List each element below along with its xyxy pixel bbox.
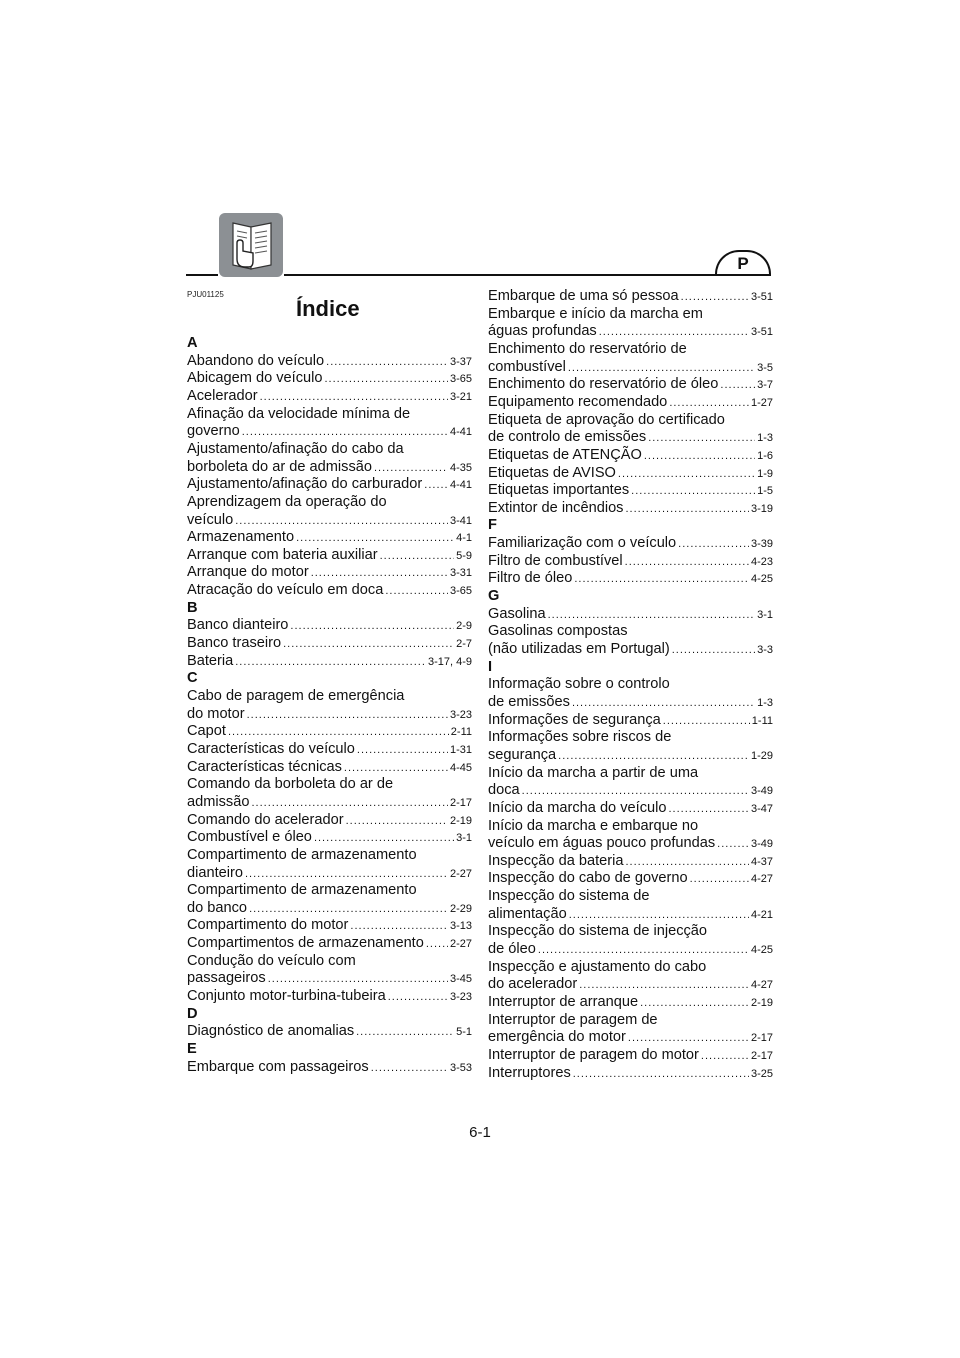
index-entry [488, 552, 773, 570]
index-entry [488, 464, 773, 482]
dot-leader [371, 1059, 448, 1077]
dot-leader [290, 617, 454, 635]
dot-leader [283, 635, 454, 653]
index-entry [187, 758, 472, 776]
index-entry-label: Interruptor de arranque [488, 994, 639, 1010]
index-entry-label: alimentação [488, 905, 567, 922]
index-page-ref: 3-45 [449, 973, 472, 986]
index-page-ref: 3-49 [750, 838, 773, 851]
index-letter-heading: A [187, 335, 198, 351]
index-letter-heading: G [488, 588, 500, 605]
dot-leader [314, 829, 454, 847]
dot-leader [251, 794, 448, 812]
index-entry [187, 828, 472, 846]
index-entry [187, 352, 472, 370]
index-entry-text: Cabo de paragem de emergência [187, 688, 405, 704]
dot-leader [426, 935, 448, 953]
index-entry-label: Inspecção da bateria [488, 852, 624, 869]
index-entry-text: Gasolinas compostas [488, 623, 628, 640]
index-page-ref: 4-25 [750, 573, 773, 586]
dot-leader [625, 553, 749, 571]
index-entry-label: admissão [187, 793, 250, 810]
index-entry-label: Etiquetas de ATENÇÃO [488, 446, 642, 463]
index-page-ref: 4-25 [750, 944, 773, 957]
index-entry-text: Inspecção e ajustamento do cabo [488, 958, 707, 975]
index-entry-label: veículo em águas pouco profundas [488, 835, 716, 852]
index-entry-label: Capot [187, 723, 226, 740]
index-page-ref: 5-1 [456, 1026, 472, 1039]
index-page-ref: 1-3 [757, 696, 773, 709]
dot-leader [628, 1029, 749, 1047]
dot-leader [350, 917, 448, 935]
index-entry-label: Início da marcha do veículo [488, 799, 667, 816]
index-entry-label: borboleta do ar de admissão [187, 458, 372, 475]
index-entry-label: de emissões [488, 693, 570, 710]
index-page-ref: 3-31 [449, 567, 472, 580]
index-entry-label: passageiros [187, 970, 266, 987]
index-entry [488, 322, 773, 340]
index-page-ref: 3-51 [750, 326, 773, 339]
dot-leader [663, 712, 750, 730]
index-entry-label: do motor [187, 705, 245, 722]
language-badge: P [715, 250, 771, 274]
index-entry-label: Conjunto motor-turbina-tubeira [187, 988, 386, 1005]
index-entry [187, 528, 472, 546]
page-number: 6-1 [469, 1124, 491, 1141]
index-entry-label: Banco traseiro [187, 635, 282, 652]
index-entry-label: Compartimento do motor [187, 917, 349, 934]
dot-leader [235, 653, 426, 671]
index-page-ref: 4-21 [750, 908, 773, 921]
index-entry [488, 569, 773, 587]
index-entry-label: Interruptores [488, 1064, 571, 1081]
index-entry-text: Início da marcha e embarque no [488, 817, 699, 834]
index-entry-text: Informação sobre o controlo [488, 676, 670, 693]
index-entry-label: doca [488, 782, 520, 799]
index-letter-heading: E [187, 1041, 197, 1057]
index-entry [187, 899, 472, 917]
index-page-ref: 4-35 [449, 461, 472, 474]
index-entry-label: governo [187, 423, 240, 440]
dot-leader [388, 988, 448, 1006]
index-entry [187, 740, 472, 758]
dot-leader [296, 529, 454, 547]
dot-leader [385, 582, 448, 600]
dot-leader [268, 970, 448, 988]
index-entry [488, 869, 773, 887]
index-entry-label: Equipamento recomendado [488, 393, 668, 410]
index-entry-label: Características técnicas [187, 758, 342, 775]
index-entry [488, 993, 773, 1011]
index-page-ref: 3-1 [456, 832, 472, 845]
index-entry-text: Inspecção do sistema de injecção [488, 923, 708, 940]
index-entry-label: Banco dianteiro [187, 617, 289, 634]
index-entry [187, 387, 472, 405]
dot-leader [640, 994, 749, 1012]
dot-leader [625, 500, 748, 518]
index-page-ref: 3-41 [449, 514, 472, 527]
dot-leader [574, 570, 749, 588]
index-entry-label: Abandono do veículo [187, 352, 325, 369]
dot-leader [228, 723, 449, 741]
index-entry-text: Compartimento de armazenamento [187, 846, 417, 863]
index-entry [187, 1022, 472, 1040]
index-entry-text: Enchimento do reservatório de [488, 340, 687, 357]
index-entry [187, 546, 472, 564]
index-letter-heading: C [187, 670, 198, 687]
index-entry [187, 987, 472, 1005]
dot-leader [311, 564, 448, 582]
index-entry-label: Enchimento do reservatório de óleo [488, 376, 719, 393]
index-entry [488, 481, 773, 499]
index-entry [488, 693, 773, 711]
index-entry [187, 616, 472, 634]
index-entry [187, 722, 472, 740]
index-page-ref: 2-17 [750, 1049, 773, 1062]
index-page-ref: 4-27 [750, 979, 773, 992]
index-entry [488, 852, 773, 870]
index-entry-text: Afinação da velocidade mínima de [187, 405, 411, 422]
index-page-ref: 1-3 [757, 432, 773, 445]
index-page-ref: 1-6 [757, 449, 773, 462]
index-page-ref: 3-5 [757, 361, 773, 374]
dot-leader [260, 388, 448, 406]
index-entry [488, 905, 773, 923]
index-entry-text: Condução do veículo com [187, 952, 356, 969]
dot-leader [374, 459, 448, 477]
index-entry [187, 475, 472, 493]
dot-leader [242, 423, 448, 441]
index-page-ref: 2-27 [449, 867, 472, 880]
index-entry [488, 446, 773, 464]
index-letter-heading: I [488, 658, 493, 675]
dot-leader [346, 812, 448, 830]
index-entry [187, 705, 472, 723]
index-page-ref: 3-37 [449, 355, 472, 368]
index-entry [488, 605, 773, 623]
index-entry-label: (não utilizadas em Portugal) [488, 641, 670, 657]
index-entry [488, 1028, 773, 1046]
index-entry [187, 1058, 472, 1076]
index-entry [187, 934, 472, 952]
index-entry-text: Interruptor de paragem de [488, 1011, 658, 1028]
index-entry-text: Embarque e início da marcha em [488, 305, 703, 322]
dot-leader [548, 606, 755, 624]
index-page-ref: 3-3 [757, 644, 773, 656]
dot-leader [247, 706, 448, 724]
index-page-ref: 5-9 [456, 549, 472, 562]
index-entry [187, 581, 472, 599]
dot-leader [380, 547, 454, 565]
index-page-ref: 3-65 [449, 585, 472, 598]
index-entry [488, 393, 773, 411]
header-rule-right [284, 274, 771, 276]
dot-leader [690, 870, 749, 888]
index-entry-label: Filtro de combustível [488, 552, 623, 569]
index-entry [187, 369, 472, 387]
index-entry-label: Combustível e óleo [187, 829, 312, 846]
dot-leader [522, 782, 749, 800]
index-entry [488, 799, 773, 817]
dot-leader [538, 941, 749, 959]
index-page-ref: 4-41 [449, 479, 472, 492]
index-entry [187, 969, 472, 987]
index-letter-heading: D [187, 1005, 198, 1022]
index-entry [187, 811, 472, 829]
index-page-ref: 2-29 [449, 902, 472, 915]
index-entry-label: Embarque de uma só pessoa [488, 288, 679, 304]
index-page-ref: 3-23 [449, 708, 472, 721]
index-entry-label: Embarque com passageiros [187, 1058, 369, 1075]
dot-leader [558, 747, 749, 765]
dot-leader [579, 976, 749, 994]
manual-reading-icon [219, 213, 283, 277]
index-entry [187, 563, 472, 581]
index-entry-label: Armazenamento [187, 529, 295, 546]
index-page-ref: 4-37 [750, 855, 773, 868]
index-entry-text: Informações sobre riscos de [488, 729, 672, 746]
index-page-ref: 1-11 [751, 714, 773, 727]
dot-leader [245, 865, 448, 883]
index-entry-label: Diagnóstico de anomalias [187, 1023, 355, 1040]
index-letter-heading: F [488, 517, 497, 534]
index-entry-text: Comando da borboleta do ar de [187, 776, 394, 793]
dot-leader [424, 476, 448, 494]
index-entry [488, 781, 773, 799]
index-page-ref: 3-65 [449, 373, 472, 386]
index-entry-label: Etiquetas importantes [488, 482, 630, 499]
index-entry-label: Atracação do veículo em doca [187, 582, 384, 599]
index-page-ref: 3-39 [750, 538, 773, 551]
dot-leader [568, 359, 755, 377]
dot-leader [599, 323, 749, 341]
index-entry [187, 458, 472, 476]
index-entry-label: Etiquetas de AVISO [488, 464, 616, 481]
index-entry-label: Abicagem do veículo [187, 370, 323, 387]
dot-leader [648, 429, 755, 447]
index-page-ref: 2-11 [450, 726, 472, 739]
index-entry [488, 640, 773, 658]
document-code: PJU01125 [187, 290, 224, 299]
dot-leader [324, 370, 447, 388]
index-entry-label: Filtro de óleo [488, 570, 573, 587]
index-page-ref: 3-7 [757, 379, 773, 392]
index-entry [488, 746, 773, 764]
index-entry-text: Início da marcha a partir de uma [488, 764, 699, 781]
index-entry-label: Interruptor de paragem do motor [488, 1046, 699, 1063]
dot-leader [235, 512, 448, 530]
dot-leader [357, 741, 448, 759]
index-entry [187, 511, 472, 529]
index-page-ref: 3-23 [449, 991, 472, 1004]
index-entry [488, 534, 773, 552]
index-page-ref: 1-9 [757, 467, 773, 480]
index-page-ref: 3-17, 4-9 [427, 655, 472, 668]
index-page-ref: 2-17 [449, 796, 472, 809]
index-entry-label: do banco [187, 899, 248, 916]
index-entry-label: de controlo de emissões [488, 429, 647, 446]
index-entry [488, 358, 773, 376]
index-page-ref: 4-23 [750, 555, 773, 568]
page-title: Índice [296, 296, 360, 321]
index-entry-label: Características do veículo [187, 740, 355, 757]
index-page-ref: 3-49 [750, 785, 773, 798]
dot-leader [326, 353, 448, 371]
index-entry-label: veículo [187, 511, 234, 528]
index-page-ref: 2-27 [449, 938, 472, 951]
dot-leader [569, 906, 749, 924]
index-page-ref: 1-5 [757, 485, 773, 498]
dot-leader [668, 800, 749, 818]
dot-leader [678, 535, 749, 553]
header-rule-left [186, 274, 218, 276]
index-entry [488, 287, 773, 305]
index-entry [488, 940, 773, 958]
index-entry-label: Informações de segurança [488, 711, 661, 728]
index-page-ref: 3-13 [449, 920, 472, 933]
index-entry [488, 499, 773, 517]
index-page-ref: 4-41 [449, 426, 472, 439]
index-entry [488, 834, 773, 852]
dot-leader [572, 694, 755, 712]
dot-leader [669, 394, 749, 412]
index-entry-text: Ajustamento/afinação do cabo da [187, 440, 404, 457]
dot-leader [644, 447, 755, 465]
index-entry-label: combustível [488, 358, 566, 375]
index-page-ref: 4-1 [456, 532, 472, 545]
index-page-ref: 1-27 [750, 396, 773, 409]
dot-leader [672, 641, 755, 659]
index-entry-label: Ajustamento/afinação do carburador [187, 476, 423, 493]
index-entry [187, 864, 472, 882]
index-entry-label: dianteiro [187, 864, 243, 881]
index-entry [187, 422, 472, 440]
index-entry [187, 652, 472, 670]
index-entry-label: Comando do acelerador [187, 811, 344, 828]
index-page-ref: 3-1 [757, 608, 773, 621]
index-page-ref: 3-25 [750, 1067, 773, 1080]
index-page-ref: 2-9 [456, 620, 472, 633]
index-page-ref: 2-17 [750, 1032, 773, 1045]
index-entry-text: Compartimento de armazenamento [187, 882, 417, 899]
index-page-ref: 4-45 [449, 761, 472, 774]
dot-leader [681, 288, 749, 306]
index-entry-label: Extintor de incêndios [488, 499, 624, 516]
index-entry-text: Aprendizagem da operação do [187, 493, 387, 510]
index-entry-label: Acelerador [187, 387, 258, 404]
index-entry-label: emergência do motor [488, 1029, 626, 1046]
dot-leader [249, 900, 448, 918]
index-entry [488, 1046, 773, 1064]
index-entry-text: Inspecção do sistema de [488, 888, 650, 905]
dot-leader [720, 376, 755, 394]
index-page-ref: 3-21 [449, 390, 472, 403]
index-entry-label: segurança [488, 746, 557, 763]
index-entry [488, 375, 773, 393]
dot-leader [717, 835, 749, 853]
dot-leader [626, 853, 749, 871]
index-entry [187, 634, 472, 652]
index-entry-label: Arranque com bateria auxiliar [187, 546, 378, 563]
dot-leader [631, 482, 755, 500]
index-entry [187, 793, 472, 811]
index-entry-label: águas profundas [488, 323, 597, 340]
index-entry [488, 1064, 773, 1082]
index-entry-label: Inspecção do cabo de governo [488, 870, 688, 887]
index-entry-label: Bateria [187, 652, 234, 669]
index-entry-label: Arranque do motor [187, 564, 309, 581]
index-page-ref: 3-19 [750, 502, 773, 515]
dot-leader [618, 465, 755, 483]
index-page-ref: 2-19 [449, 814, 472, 827]
index-page-ref: 4-27 [750, 873, 773, 886]
index-entry-label: Gasolina [488, 605, 546, 622]
index-entry-label: do acelerador [488, 976, 578, 993]
index-letter-heading: B [187, 599, 198, 616]
index-page-ref: 1-31 [449, 743, 472, 756]
index-page-ref: 3-47 [750, 802, 773, 815]
index-entry [488, 975, 773, 993]
index-entry-label: Compartimentos de armazenamento [187, 935, 424, 952]
index-entry [488, 428, 773, 446]
index-page-ref: 3-53 [449, 1061, 472, 1074]
index-entry [187, 916, 472, 934]
index-page-ref: 1-29 [750, 749, 773, 762]
index-page-ref: 2-19 [750, 997, 773, 1009]
index-page-ref: 2-7 [456, 638, 472, 651]
dot-leader [356, 1023, 454, 1041]
index-entry-label: Familiarização com o veículo [488, 535, 677, 552]
dot-leader [344, 759, 448, 777]
index-page-ref: 3-51 [750, 291, 773, 303]
dot-leader [573, 1065, 749, 1083]
dot-leader [701, 1047, 749, 1065]
index-entry-text: Etiqueta de aprovação do certificado [488, 411, 725, 428]
index-entry [488, 711, 773, 729]
index-entry-label: de óleo [488, 941, 536, 958]
